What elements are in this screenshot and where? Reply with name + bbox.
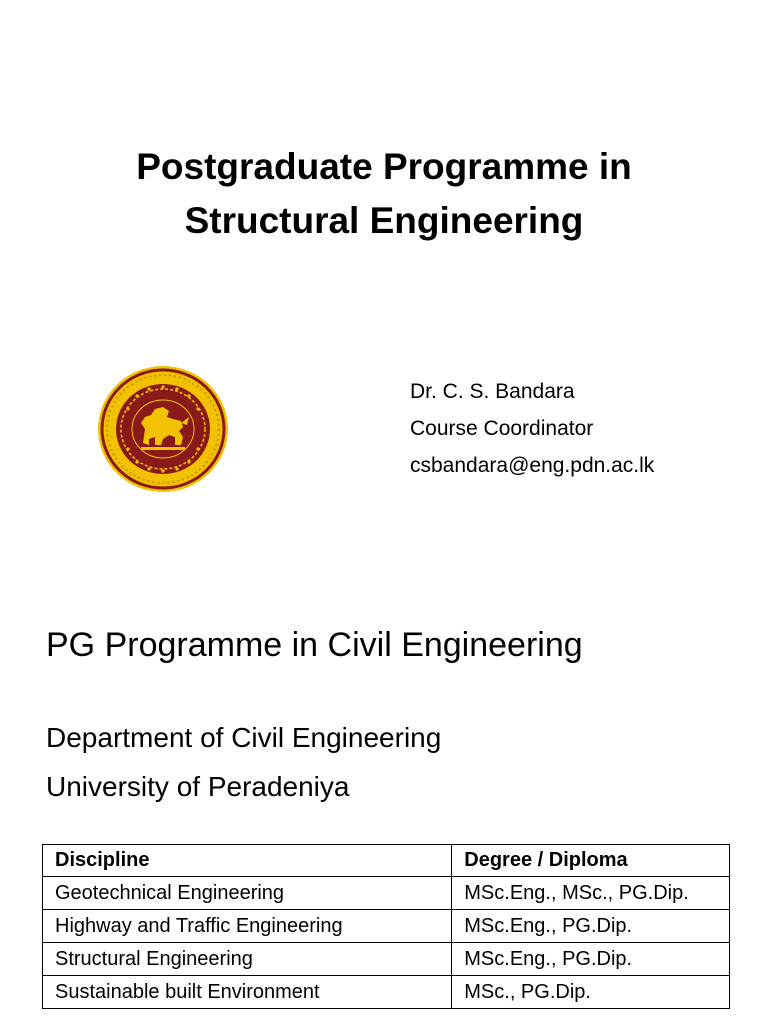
table-row (43, 976, 730, 1009)
table-row (43, 910, 730, 943)
presentation-title (0, 140, 768, 248)
department-block (46, 713, 441, 811)
slide-pg-programme (0, 578, 768, 1024)
cell-degree: MSc.Eng., MSc., PG.Dip. (452, 877, 730, 910)
table-header-row (43, 845, 730, 877)
header-degree: Degree / Diploma (452, 845, 730, 877)
title-line-2: Structural Engineering (184, 200, 584, 241)
university-crest-icon (97, 365, 229, 493)
cell-discipline: Sustainable built Environment (43, 976, 452, 1009)
presenter-info (410, 373, 654, 484)
cell-discipline: Highway and Traffic Engineering (43, 910, 452, 943)
university-name: University of Peradeniya (46, 771, 350, 802)
presenter-role: Course Coordinator (410, 417, 594, 440)
cell-discipline: Structural Engineering (43, 943, 452, 976)
table-row (43, 877, 730, 910)
header-discipline: Discipline (43, 845, 452, 877)
programme-table (42, 844, 730, 1009)
cell-degree: MSc.Eng., PG.Dip. (452, 910, 730, 943)
cell-discipline: Geotechnical Engineering (43, 877, 452, 910)
slide-heading: PG Programme in Civil Engineering (46, 626, 583, 664)
department-name: Department of Civil Engineering (46, 722, 442, 753)
presenter-name: Dr. C. S. Bandara (410, 380, 575, 403)
cell-degree: MSc.Eng., PG.Dip. (452, 943, 730, 976)
table-row (43, 943, 730, 976)
cell-degree: MSc., PG.Dip. (452, 976, 730, 1009)
presenter-email: csbandara@eng.pdn.ac.lk (410, 454, 655, 477)
title-line-1: Postgraduate Programme in (136, 146, 632, 187)
